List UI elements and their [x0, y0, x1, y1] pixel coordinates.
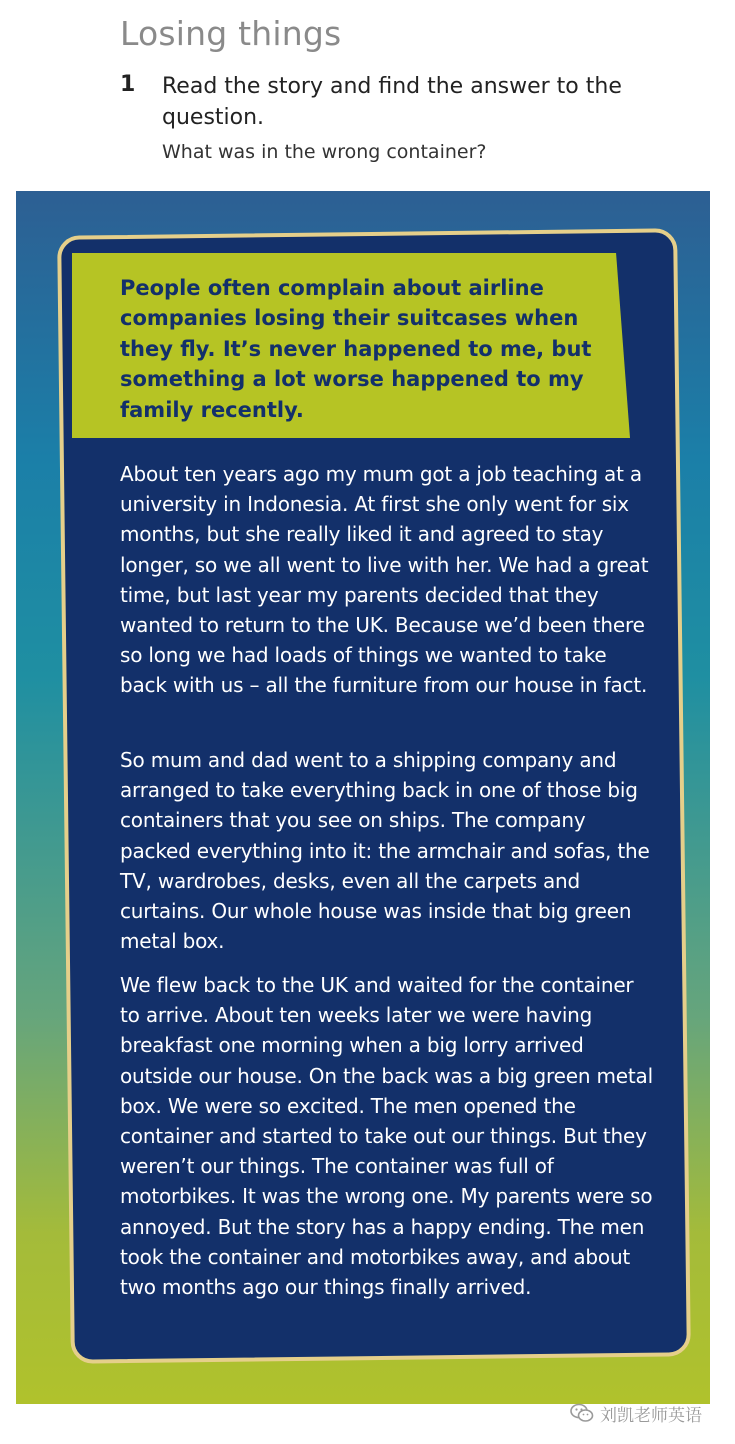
watermark-text: 刘凯老师英语: [600, 1405, 702, 1426]
wechat-icon: [570, 1403, 594, 1423]
page-title: Losing things: [120, 14, 342, 53]
watermark: [570, 1400, 702, 1426]
exercise-question: What was in the wrong container?: [162, 141, 487, 163]
exercise-instruction: Read the story and find the answer to the question.: [162, 74, 622, 130]
story-paragraph-1: About ten years ago my mum got a job teaching at a university in Indonesia. At first she only went for six months, but she really liked it and agreed to stay longer, so we all went to live with her. We had a great time, but last year my parents decided that they wanted to return to the UK. Because we’d been there so long we had loads of things we wanted to take back with us – all the furniture from our house in fact.: [120, 462, 649, 698]
story-intro: People often complain about airline companies losing their suitcases when they fly. It’s never happened to me, but something a lot worse happened to my family recently.: [120, 276, 592, 422]
story-paragraph-3: We flew back to the UK and waited for the container to arrive. About ten weeks later we were having breakfast one morning when a big lorry arrived outside our house. On the back was a big green metal box. We were so excited. The men opened the container and started to take out our things. But they weren’t our things. The container was full of motorbikes. It was the wrong one. My parents were so annoyed. But the story has a happy ending. The men took the container and motorbikes away, and about two months ago our things finally arrived.: [120, 973, 653, 1300]
exercise-number: 1: [120, 72, 136, 97]
story-paragraph-2: So mum and dad went to a shipping company and arranged to take everything back in one of those big containers that you see on ships. The company packed everything into it: the armchair and sofas, the TV, wardrobes, desks, even all the carpets and curtains. Our whole house was inside that big green metal box.: [120, 748, 650, 954]
